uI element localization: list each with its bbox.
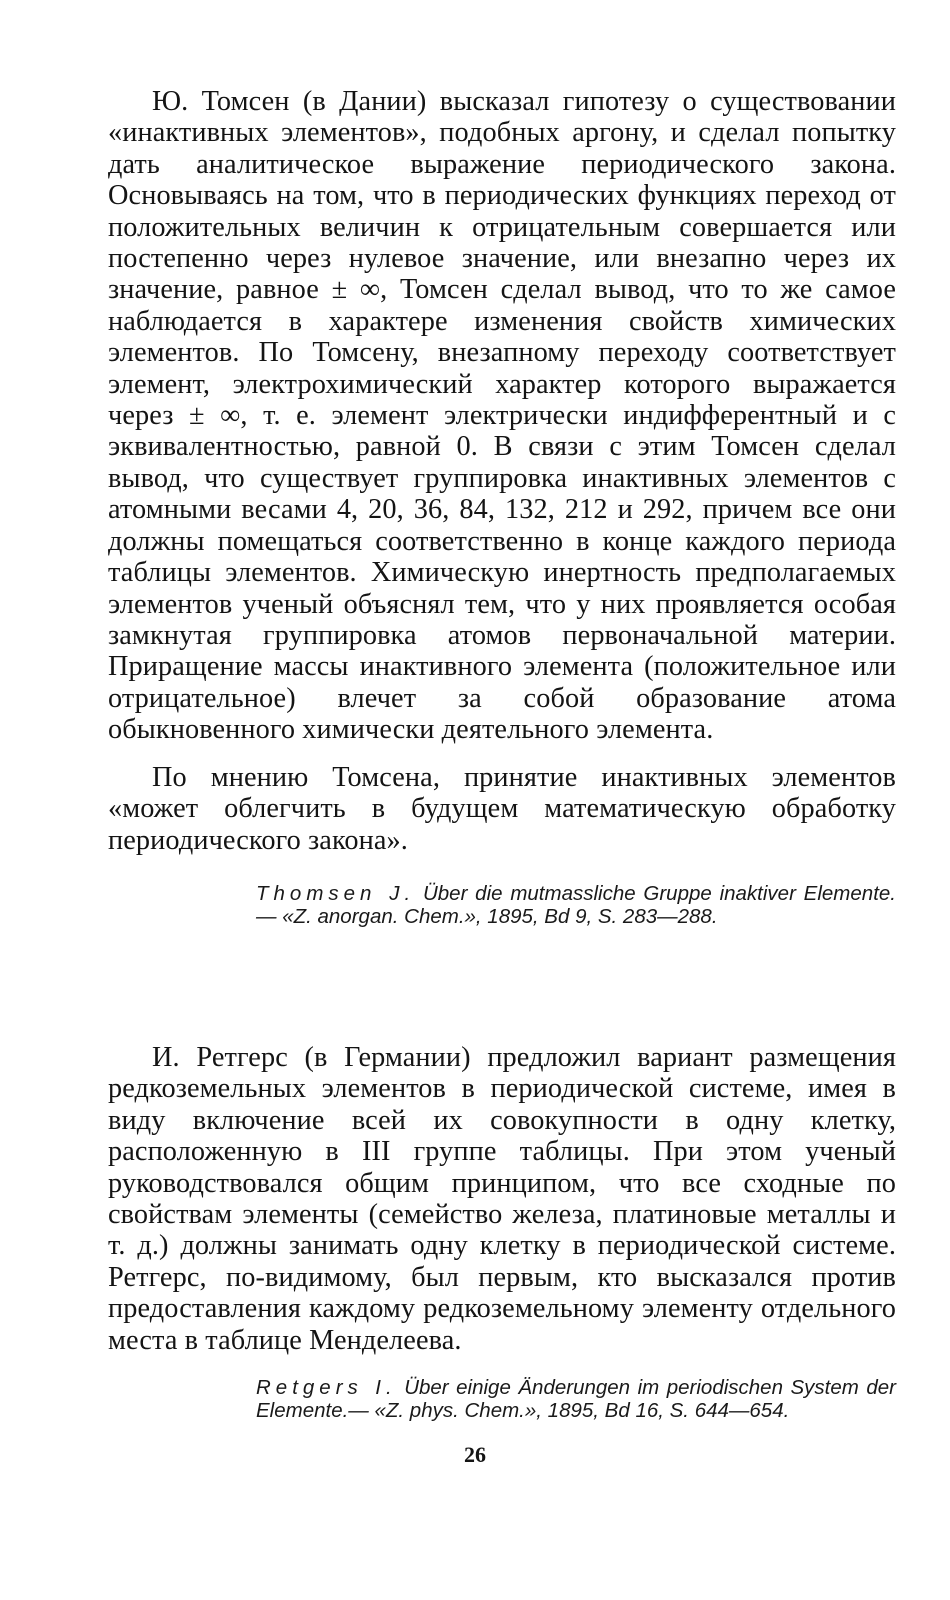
reference-author: Thomsen J. (256, 882, 416, 905)
page-number: 26 (464, 1442, 486, 1467)
paragraph-thomsen: Ю. Томсен (в Дании) высказал гипотезу о существовании «инактивных элементов», подобных аргону, и сделал попытку дать аналитическое выражение периодического закона. Основываясь на том, что в периодических функциях переход от положительных величин к отрицательным совершается или постепенно через нулевое значение, или внезапно через их значение, равное ± ∞, Томсен сделал вывод, что то же самое наблюдается в характере изменения свойств химических элементов. По Томсену, внезапному переходу соответствует элемент, электрохимический характер которого выражается через ± ∞, т. е. элемент электрически индифферентный и с эквивалентностью, равной 0. В связи с этим Томсен сделал вывод, что существует группировка инактивных элементов с атомными весами 4, 20, 36, 84, 132, 212 и 292, причем все они должны помещаться соответственно в конце каждого периода таблицы элементов. Химическую инертность предполагаемых элементов ученый объяснял тем, что у них проявляется особая замкнутая группировка атомов первоначальной материи. Приращение массы инактивного элемента (положительное или отрицательное) влечет за собой образование атома обыкновенного химически деятельного элемента. (108, 86, 896, 746)
paragraph-thomsen-quote: По мнению Томсена, принятие инактивных элементов «может облегчить в будущем математическую обработку периодического закона». (108, 762, 896, 856)
reference-author: Retgers I. (256, 1376, 397, 1399)
reference-thomsen (256, 882, 896, 928)
paragraph-retgers: И. Ретгерс (в Германии) предложил вариант размещения редкоземельных элементов в периодической системе, имея в виду включение всей их совокупности в одну клетку, расположенную в III группе таблицы. При этом ученый руководствовался общим принципом, что все сходные по свойствам элементы (семейство железа, платиновые металлы и т. д.) должны занимать одну клетку в периодической системе. Ретгерс, по-видимому, был первым, кто высказался против предоставления каждому редкоземельному элементу отдельного места в таблице Менделеева. (108, 1042, 896, 1356)
reference-citation: Über die mutmassliche Gruppe inaktiver Elemente.— «Z. anorgan. Chem.», 1895, Bd 9, S. 283—288. (256, 882, 896, 928)
reference-retgers (256, 1376, 896, 1422)
reference-citation: Über einige Änderungen im periodischen System der Elemente.— «Z. phys. Chem.», 1895, Bd 16, S. 644—654. (256, 1376, 896, 1422)
